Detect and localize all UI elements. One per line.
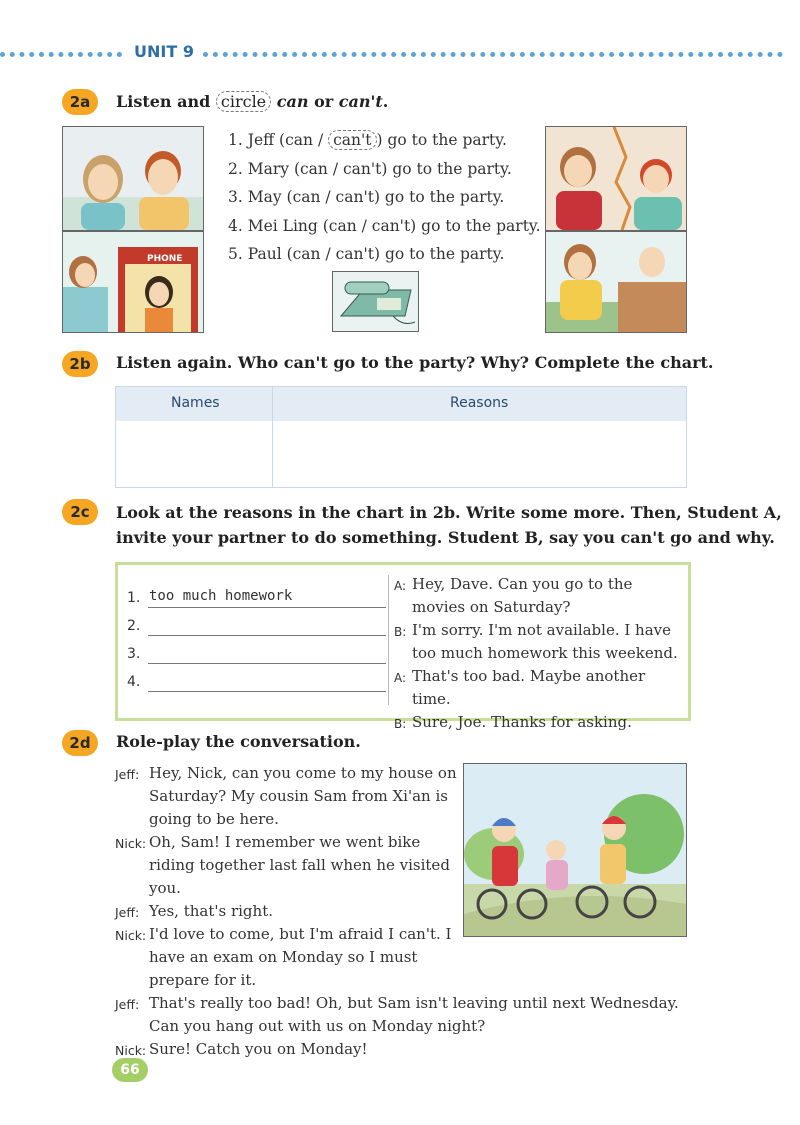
- heading-2c-line2: invite your partner to do something. Student B, say you can't go and why.: [116, 528, 775, 547]
- heading-2d: Role-play the conversation.: [116, 732, 361, 751]
- list-item: 4. Mei Ling (can / can't) go to the party.: [228, 216, 541, 235]
- chart-2b: [115, 386, 687, 488]
- illustration-phone-booth: [62, 231, 204, 333]
- dotted-rule-right: [203, 52, 783, 57]
- dialogue-turn: Nick: Oh, Sam! I remember we went bike riding together last fall when he visited you.: [115, 833, 450, 897]
- reason-row[interactable]: 3.: [123, 639, 385, 667]
- heading-2b: Listen again. Who can't go to the party? Why? Complete the chart.: [116, 353, 714, 372]
- conversation-line: B: I'm sorry. I'm not available. I have too much homework this weekend.: [394, 621, 678, 662]
- dialogue-2d: [115, 762, 685, 1061]
- reason-row[interactable]: 2.: [123, 611, 385, 639]
- unit-header: [0, 40, 800, 66]
- chart-reasons-cell[interactable]: [273, 421, 686, 487]
- badge-2d: 2d: [62, 730, 98, 756]
- list-item: 3. May (can / can't) go to the party.: [228, 188, 505, 206]
- reason-answer: too much homework: [149, 588, 293, 604]
- list-item: 2. Mary (can / can't) go to the party.: [228, 159, 512, 178]
- sample-conversation: [394, 573, 684, 734]
- heading-2a-can: can: [276, 92, 309, 111]
- chart-names-cell[interactable]: [116, 421, 272, 487]
- reason-row[interactable]: 4.: [123, 667, 385, 695]
- practice-box-2c: [115, 562, 691, 731]
- dialogue-turn: Jeff: Hey, Nick, can you come to my house on Saturday? My cousin Sam from Xi'an is going to be here.: [115, 764, 457, 828]
- heading-2c: [116, 500, 782, 550]
- conversation-line: B: Sure, Joe. Thanks for asking.: [394, 713, 632, 731]
- dialogue-turn: Jeff: That's really too bad! Oh, but Sam isn't leaving until next Wednesday. Can you hang out with us on Monday night?: [115, 994, 679, 1035]
- conversation-line: A: That's too bad. Maybe another time.: [394, 667, 646, 708]
- chart-col-reasons: Reasons: [450, 395, 509, 411]
- heading-2a: Listen and circle can or can't.: [116, 92, 389, 111]
- dialogue-turn: Nick: Sure! Catch you on Monday!: [115, 1040, 368, 1058]
- conversation-line: A: Hey, Dave. Can you go to the movies on Saturday?: [394, 575, 633, 616]
- answer-circle: can't: [328, 130, 376, 150]
- heading-2c-line1: Look at the reasons in the chart in 2b. Write some more. Then, Student A,: [116, 503, 782, 522]
- illustration-telephone: [332, 271, 419, 332]
- dialogue-turn: Jeff: Yes, that's right.: [115, 902, 273, 920]
- list-item: 5. Paul (can / can't) go to the party.: [228, 245, 505, 263]
- chart-col-names: Names: [171, 395, 220, 411]
- reasons-list: [123, 583, 385, 695]
- badge-2c: 2c: [62, 499, 98, 525]
- reason-row[interactable]: 1. too much homework: [123, 583, 385, 611]
- illustration-paul-fence: [545, 231, 687, 333]
- heading-2a-pre: Listen and: [116, 92, 211, 111]
- heading-2a-or: or: [314, 92, 334, 111]
- box-divider: [388, 575, 389, 705]
- heading-2a-cant: can't: [338, 92, 383, 111]
- unit-label: UNIT 9: [134, 42, 194, 61]
- page-number: 66: [112, 1058, 148, 1082]
- badge-2b: 2b: [62, 351, 98, 377]
- illustration-jeff-mary: [62, 126, 204, 231]
- phone-sign: PHONE: [147, 254, 183, 264]
- heading-2a-circle-word: circle: [216, 91, 271, 112]
- dotted-rule-left: [0, 52, 122, 57]
- list-item: 1. Jeff (can / can't ) go to the party.: [228, 131, 507, 149]
- badge-2a: 2a: [62, 89, 98, 115]
- dialogue-turn: Nick: I'd love to come, but I'm afraid I can't. I have an exam on Monday so I must prepare for it.: [115, 925, 452, 989]
- illustration-may-meiling: [545, 126, 687, 231]
- list-2a: [228, 126, 541, 269]
